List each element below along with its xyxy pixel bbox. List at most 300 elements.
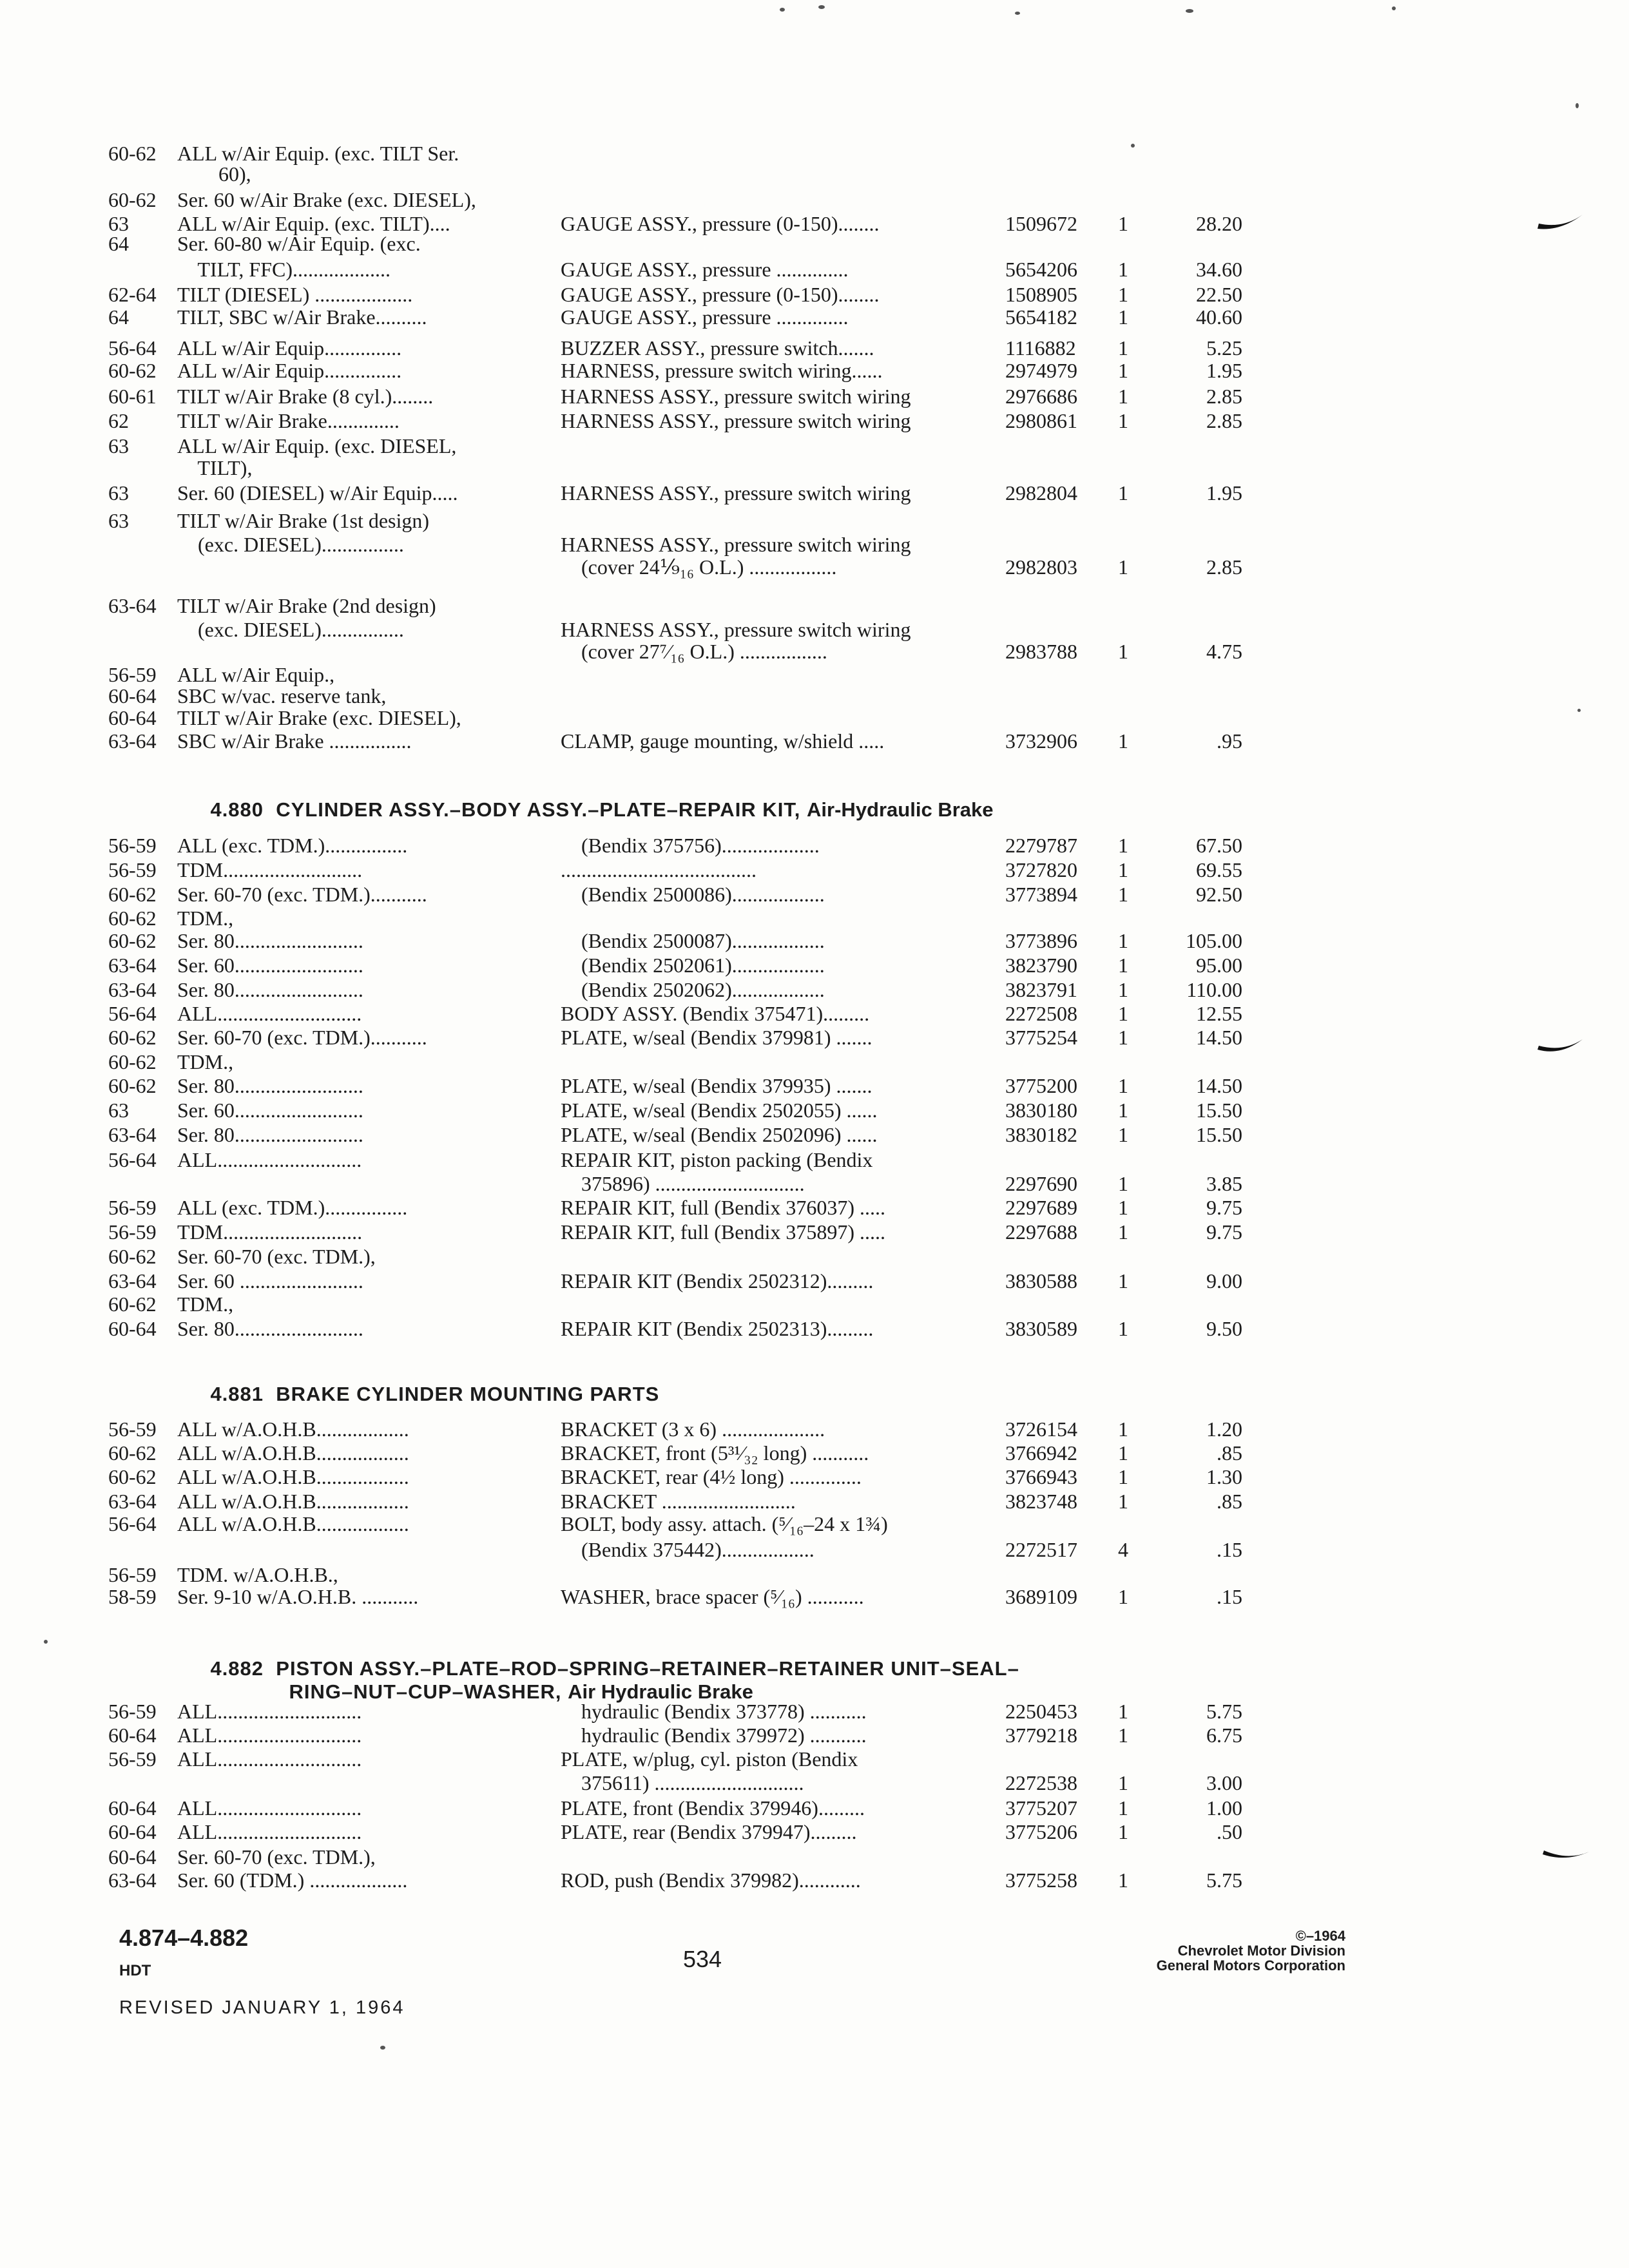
quantity: 1 [1118,954,1128,977]
part-number: 3775207 [1005,1796,1077,1820]
year-range: 63-64 [108,1490,157,1513]
list-price: .50 [1217,1820,1242,1843]
model-application: Ser. 80......................... [177,1123,363,1146]
quantity: 1 [1118,978,1128,1001]
year-range: 60-64 [108,1724,157,1747]
list-price: 6.75 [1206,1724,1242,1747]
quantity: 1 [1118,1099,1128,1122]
quantity: 1 [1118,385,1128,408]
table-row [0,1511,1629,1537]
part-description: BRACKET (3 x 6) .................... [561,1418,825,1441]
year-range: 60-62 [108,1050,157,1073]
model-application: ALL w/Air Equip., [177,663,335,686]
year-range: 60-64 [108,1796,157,1820]
table-row [0,282,1629,307]
part-number: 3830589 [1005,1317,1077,1340]
list-price: 3.85 [1206,1172,1242,1195]
model-application: Ser. 60-70 (exc. TDM.)........... [177,1026,427,1049]
list-price: 14.50 [1196,1026,1242,1049]
quantity: 1 [1118,1026,1128,1049]
table-row [0,408,1629,434]
table-row [0,1195,1629,1220]
part-description: BRACKET .......................... [561,1490,796,1513]
year-range: 58-59 [108,1585,157,1608]
table-row [0,231,1629,256]
model-application: Ser. 60 (DIESEL) w/Air Equip..... [177,481,458,505]
part-number: 2272538 [1005,1771,1077,1794]
quantity: 1 [1118,1724,1128,1747]
part-description: WASHER, brace spacer (⁵⁄₁₆) ........... [561,1585,864,1608]
quantity: 1 [1118,283,1128,306]
model-application: Ser. 60 ........................ [177,1269,363,1293]
year-range: 60-62 [108,883,157,906]
year-range: 63 [108,481,129,505]
model-application: TILT, SBC w/Air Brake.......... [177,305,427,329]
part-description: (cover 27⁷⁄₁₆ O.L.) ................. [561,640,827,663]
part-number: 3830180 [1005,1099,1077,1122]
year-range: 60-62 [108,1441,157,1465]
part-description: REPAIR KIT, full (Bendix 375897) ..... [561,1220,885,1244]
table-row [0,1844,1629,1870]
quantity: 1 [1118,481,1128,505]
year-range: 56-59 [108,1418,157,1441]
model-application: ALL w/A.O.H.B.................. [177,1512,409,1535]
year-range: 63-64 [108,1123,157,1146]
list-price: 22.50 [1196,283,1242,306]
year-range: 63 [108,1099,129,1122]
section-title: BRAKE CYLINDER MOUNTING PARTS [276,1383,660,1405]
model-application: ALL w/Air Equip. (exc. TILT).... [177,212,450,235]
section-title-cont: RING–NUT–CUP–WASHER, [289,1680,562,1703]
table-row [0,593,1629,619]
table-row [0,383,1629,409]
model-application: TILT (DIESEL) ................... [177,283,413,306]
part-description: GAUGE ASSY., pressure .............. [561,305,849,329]
year-range: 56-59 [108,858,157,881]
year-range: 60-62 [108,359,157,382]
model-application: ALL w/A.O.H.B.................. [177,1418,409,1441]
part-description: PLATE, front (Bendix 379946)......... [561,1796,865,1820]
table-row [0,1819,1629,1845]
year-range: 60-62 [108,1465,157,1488]
table-row [0,1147,1629,1173]
table-row [0,977,1629,1003]
quantity: 1 [1118,555,1128,579]
part-number: 3823790 [1005,954,1077,977]
part-number: 2980861 [1005,409,1077,432]
model-application: ALL............................ [177,1148,362,1171]
model-application: ALL w/A.O.H.B.................. [177,1465,409,1488]
list-price: .95 [1217,729,1242,753]
year-range: 64 [108,305,129,329]
part-description: GAUGE ASSY., pressure .............. [561,258,849,281]
part-number: 5654206 [1005,258,1077,281]
year-range: 63-64 [108,729,157,753]
quantity: 1 [1118,1074,1128,1097]
table-row [0,161,1629,187]
part-description: REPAIR KIT (Bendix 2502313)......... [561,1317,874,1340]
part-description: GAUGE ASSY., pressure (0-150)........ [561,283,880,306]
list-price: 92.50 [1196,883,1242,906]
model-application: TILT w/Air Brake (exc. DIESEL), [177,706,461,729]
quantity: 1 [1118,1700,1128,1723]
table-row [0,1488,1629,1514]
year-range: 60-62 [108,1245,157,1268]
quantity: 1 [1118,729,1128,753]
scan-speck [1577,709,1581,712]
model-application: TILT w/Air Brake (1st design) [177,509,430,532]
year-range: 60-64 [108,684,157,707]
part-description: hydraulic (Bendix 379972) ........... [561,1724,867,1747]
table-row [0,554,1629,580]
year-range: 63-64 [108,594,157,617]
list-price: 2.85 [1206,555,1242,579]
part-description: PLATE, w/seal (Bendix 379981) ....... [561,1026,872,1049]
list-price: 5.75 [1206,1700,1242,1723]
table-row [0,705,1629,731]
table-row [0,1244,1629,1269]
table-row [0,1867,1629,1893]
year-range: 56-64 [108,1512,157,1535]
table-row [0,857,1629,883]
punch-mark-icon [1535,209,1586,235]
table-row [0,1171,1629,1196]
year-range: 56-64 [108,1002,157,1025]
quantity: 1 [1118,336,1128,360]
part-description: PLATE, rear (Bendix 379947)......... [561,1820,857,1843]
year-range: 56-59 [108,1196,157,1219]
quantity: 1 [1118,1441,1128,1465]
scan-speck [1576,103,1579,108]
part-number: 2279787 [1005,834,1077,857]
part-number: 3823748 [1005,1490,1077,1513]
list-price: .15 [1217,1585,1242,1608]
list-price: 9.75 [1206,1220,1242,1244]
model-application: Ser. 60-70 (exc. TDM.), [177,1845,376,1869]
model-application: 60), [177,162,251,186]
list-price: 110.00 [1186,978,1242,1001]
catalog-code: HDT [119,1962,151,1979]
list-price: .85 [1217,1490,1242,1513]
model-application: ALL............................ [177,1700,362,1723]
list-price: 34.60 [1196,258,1242,281]
model-application: Ser. 80......................... [177,1317,363,1340]
list-price: 9.75 [1206,1196,1242,1219]
quantity: 1 [1118,258,1128,281]
model-application: Ser. 60-80 w/Air Equip. (exc. [177,232,421,255]
section-heading-4-881 [186,1360,659,1429]
part-description: GAUGE ASSY., pressure (0-150)........ [561,212,880,235]
table-row [0,256,1629,282]
page-section-range: 4.874–4.882 [119,1925,249,1951]
part-number: 1508905 [1005,283,1077,306]
quantity: 1 [1118,1418,1128,1441]
quantity: 1 [1118,1123,1128,1146]
list-price: 1.95 [1206,359,1242,382]
table-row [0,335,1629,361]
year-range: 60-62 [108,1293,157,1316]
model-application: ALL w/Air Equip............... [177,359,402,382]
part-number: 2297690 [1005,1172,1077,1195]
year-range: 62-64 [108,283,157,306]
part-description: (Bendix 375442).................. [561,1538,815,1561]
part-description: PLATE, w/seal (Bendix 2502055) ...... [561,1099,878,1122]
scan-speck [380,2046,385,2050]
model-application: Ser. 60 w/Air Brake (exc. DIESEL), [177,188,476,211]
model-application: TDM., [177,1293,234,1316]
part-description: REPAIR KIT (Bendix 2502312)......... [561,1269,874,1293]
scan-speck [1015,12,1020,15]
list-price: 40.60 [1196,305,1242,329]
part-number: 3830588 [1005,1269,1077,1293]
quantity: 1 [1118,305,1128,329]
part-description: REPAIR KIT, full (Bendix 376037) ..... [561,1196,885,1219]
list-price: 5.25 [1206,336,1242,360]
part-description: 375611) ............................. [561,1771,804,1794]
model-application: TDM........................... [177,1220,363,1244]
year-range: 60-61 [108,385,157,408]
year-range: 63-64 [108,1869,157,1892]
table-row [0,532,1629,557]
model-application: ALL (exc. TDM.)................ [177,1196,408,1219]
list-price: .85 [1217,1441,1242,1465]
model-application: TDM........................... [177,858,363,881]
list-price: 5.75 [1206,1869,1242,1892]
table-row [0,480,1629,506]
section-heading-4-880 [186,775,994,845]
year-range: 60-62 [108,142,157,165]
part-description: HARNESS ASSY., pressure switch wiring [561,385,911,408]
scan-speck [1131,144,1135,148]
table-row [0,455,1629,481]
section-number: 4.882 [210,1657,264,1680]
list-price: .15 [1217,1538,1242,1561]
part-number: 3727820 [1005,858,1077,881]
list-price: 15.50 [1196,1123,1242,1146]
model-application: ALL w/A.O.H.B.................. [177,1490,409,1513]
model-application: ALL............................ [177,1820,362,1843]
year-range: 56-59 [108,1563,157,1586]
part-description: HARNESS ASSY., pressure switch wiring [561,481,911,505]
table-row [0,1537,1629,1562]
part-description: (Bendix 2502062).................. [561,978,825,1001]
model-application: ALL............................ [177,1002,362,1025]
part-description: BRACKET, rear (4½ long) .............. [561,1465,862,1488]
model-application: TILT w/Air Brake (2nd design) [177,594,436,617]
list-price: 9.00 [1206,1269,1242,1293]
division-name: Chevrolet Motor Division [1177,1943,1345,1959]
scan-speck [780,8,785,12]
list-price: 1.95 [1206,481,1242,505]
table-row [0,508,1629,533]
quantity: 1 [1118,1490,1128,1513]
table-row [0,1073,1629,1099]
model-application: Ser. 60......................... [177,1099,363,1122]
model-application: ALL............................ [177,1724,362,1747]
part-number: 2272517 [1005,1538,1077,1561]
part-number: 2297688 [1005,1220,1077,1244]
part-description: BODY ASSY. (Bendix 375471)......... [561,1002,870,1025]
part-number: 3775258 [1005,1869,1077,1892]
quantity: 1 [1118,1220,1128,1244]
quantity: 1 [1118,1771,1128,1794]
part-number: 2982804 [1005,481,1077,505]
quantity: 1 [1118,1269,1128,1293]
part-number: 3823791 [1005,978,1077,1001]
model-application: Ser. 80......................... [177,1074,363,1097]
quantity: 1 [1118,858,1128,881]
model-application: TDM. w/A.O.H.B., [177,1563,338,1586]
list-price: 28.20 [1196,212,1242,235]
model-application: ALL w/Air Equip............... [177,336,402,360]
part-number: 2250453 [1005,1700,1077,1723]
model-application: ALL w/Air Equip. (exc. DIESEL, [177,434,457,457]
model-application: Ser. 60-70 (exc. TDM.), [177,1245,376,1268]
table-row [0,1584,1629,1610]
model-application: Ser. 80......................... [177,929,363,952]
part-number: 3830182 [1005,1123,1077,1146]
table-row [0,952,1629,978]
part-number: 2974979 [1005,359,1077,382]
list-price: 4.75 [1206,640,1242,663]
quantity: 1 [1118,1002,1128,1025]
list-price: 105.00 [1186,929,1242,952]
model-application: SBC w/Air Brake ................ [177,729,412,753]
model-application: Ser. 80......................... [177,978,363,1001]
section-number: 4.881 [210,1383,264,1405]
table-row [0,304,1629,330]
table-row [0,1049,1629,1075]
model-application: (exc. DIESEL)................ [177,618,404,641]
part-number: 2983788 [1005,640,1077,663]
part-description: HARNESS ASSY., pressure switch wiring [561,533,911,556]
model-application: Ser. 60 (TDM.) ................... [177,1869,408,1892]
year-range: 62 [108,409,129,432]
quantity: 1 [1118,1820,1128,1843]
year-range: 60-62 [108,929,157,952]
quantity: 1 [1118,1317,1128,1340]
list-price: 1.20 [1206,1418,1242,1441]
quantity: 1 [1118,212,1128,235]
list-price: 1.30 [1206,1465,1242,1488]
table-row [0,1795,1629,1821]
quantity: 4 [1118,1538,1128,1561]
table-row [0,1219,1629,1245]
model-application: Ser. 60-70 (exc. TDM.)........... [177,883,427,906]
table-row [0,1440,1629,1466]
punch-mark-icon [1540,1843,1592,1869]
year-range: 63 [108,509,129,532]
part-description: hydraulic (Bendix 373778) ........... [561,1700,867,1723]
year-range: 63-64 [108,978,157,1001]
year-range: 60-64 [108,706,157,729]
part-number: 2982803 [1005,555,1077,579]
table-row [0,187,1629,213]
quantity: 1 [1118,409,1128,432]
year-range: 56-59 [108,1220,157,1244]
year-range: 56-59 [108,663,157,686]
part-description: REPAIR KIT, piston packing (Bendix [561,1148,873,1171]
model-application: (exc. DIESEL)................ [177,533,404,556]
quantity: 1 [1118,1796,1128,1820]
model-application: ALL............................ [177,1747,362,1771]
year-range: 60-62 [108,1074,157,1097]
table-row [0,1268,1629,1294]
list-price: 12.55 [1196,1002,1242,1025]
table-row [0,1001,1629,1026]
part-description: HARNESS, pressure switch wiring...... [561,359,883,382]
year-range: 63-64 [108,954,157,977]
list-price: 3.00 [1206,1771,1242,1794]
table-row [0,1097,1629,1123]
quantity: 1 [1118,1869,1128,1892]
model-application: TILT, FFC)................... [177,258,390,281]
list-price: 1.00 [1206,1796,1242,1820]
table-row [0,928,1629,954]
model-application: TILT), [177,456,253,479]
part-description: ROD, push (Bendix 379982)............ [561,1869,861,1892]
part-number: 3779218 [1005,1724,1077,1747]
year-range: 63 [108,434,129,457]
table-row [0,905,1629,931]
part-description: BUZZER ASSY., pressure switch....... [561,336,874,360]
section-title: CYLINDER ASSY.–BODY ASSY.–PLATE–REPAIR KIT, [276,798,801,821]
page-number: 534 [683,1946,722,1972]
year-range: 56-59 [108,1747,157,1771]
part-number: 3732906 [1005,729,1077,753]
year-range: 56-64 [108,1148,157,1171]
part-number: 1509672 [1005,212,1077,235]
year-range: 60-64 [108,1820,157,1843]
part-description: 375896) ............................. [561,1172,805,1195]
quantity: 1 [1118,929,1128,952]
section-subtitle: Air-Hydraulic Brake [807,798,994,821]
part-number: 2297689 [1005,1196,1077,1219]
table-row [0,1024,1629,1050]
scan-speck [1186,9,1193,13]
part-number: 2976686 [1005,385,1077,408]
part-description: BRACKET, front (5³¹⁄₃₂ long) ........... [561,1441,869,1465]
part-number: 3726154 [1005,1418,1077,1441]
list-price: 9.50 [1206,1317,1242,1340]
punch-mark-icon [1535,1034,1586,1060]
table-row [0,1770,1629,1796]
year-range: 60-62 [108,1026,157,1049]
copyright: ©–1964 [1295,1928,1345,1944]
table-row [0,358,1629,383]
section-subtitle: Air Hydraulic Brake [568,1680,753,1703]
model-application: ALL............................ [177,1796,362,1820]
part-number: 5654182 [1005,305,1077,329]
model-application: TILT w/Air Brake.............. [177,409,400,432]
year-range: 63-64 [108,1269,157,1293]
year-range: 60-62 [108,188,157,211]
year-range: 64 [108,232,129,255]
model-application: TDM., [177,907,234,930]
revision-date: REVISED JANUARY 1, 1964 [119,1997,405,2018]
table-row [0,881,1629,907]
part-description: (Bendix 375756)................... [561,834,820,857]
section-number: 4.880 [210,798,264,821]
part-description: CLAMP, gauge mounting, w/shield ..... [561,729,885,753]
part-description: HARNESS ASSY., pressure switch wiring [561,618,911,641]
list-price: 14.50 [1196,1074,1242,1097]
model-application: ALL (exc. TDM.)................ [177,834,408,857]
part-description: ...................................... [561,858,757,881]
quantity: 1 [1118,640,1128,663]
part-description: (Bendix 2500087).................. [561,929,825,952]
part-description: BOLT, body assy. attach. (⁵⁄₁₆–24 x 1¾) [561,1512,888,1535]
